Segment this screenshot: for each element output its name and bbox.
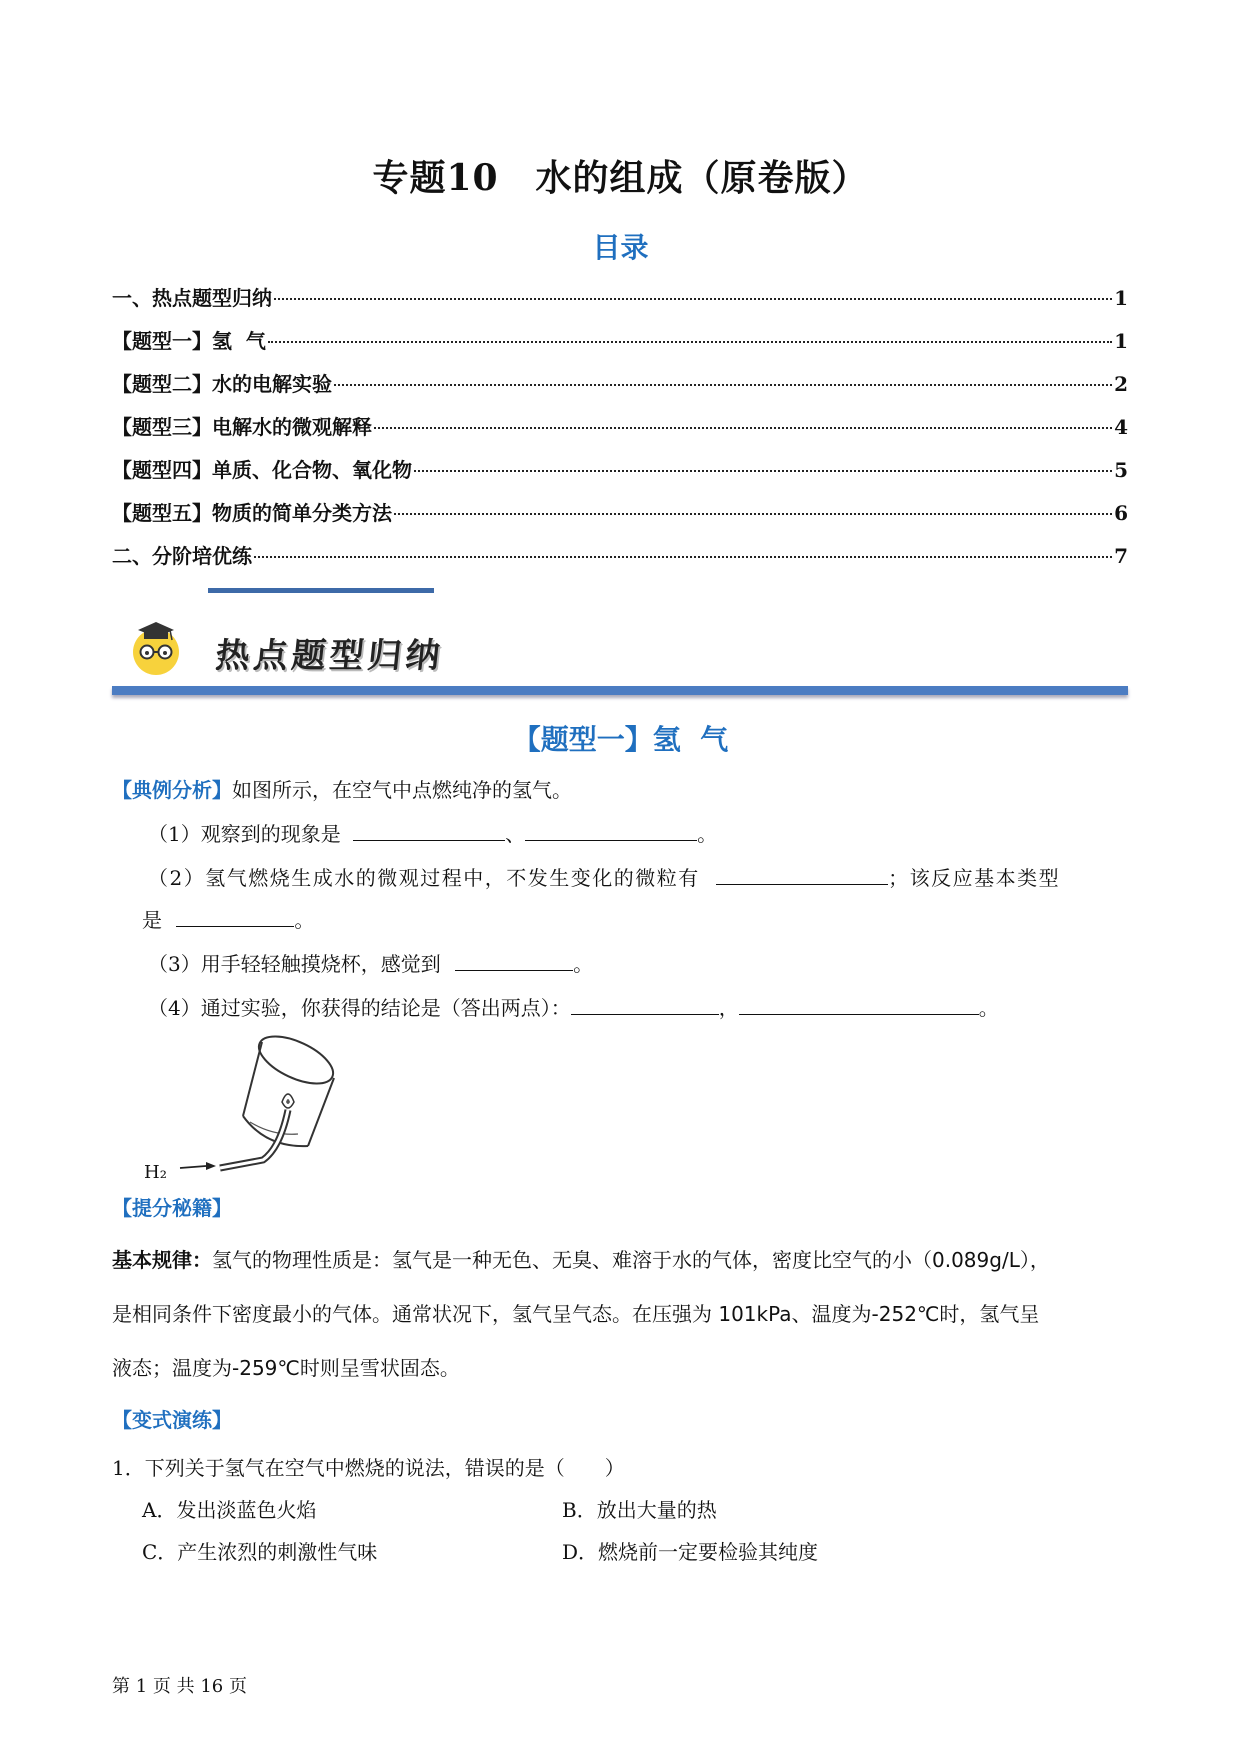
question-3	[148, 948, 593, 977]
tips-line-2: 是相同条件下密度最小的气体。通常状况下，氢气呈气态。在压强为 101kPa、温度为-252℃时，氢气呈	[112, 1302, 1040, 1326]
toc-item-page: 7	[1114, 544, 1128, 568]
q1-sep: 、	[505, 822, 526, 846]
answer-blank[interactable]	[571, 994, 719, 1015]
h2-label: H₂	[144, 1162, 167, 1183]
section-heading: 【题型一】氢 气	[512, 723, 729, 756]
tips-text: 氢气的物理性质是：氢气是一种无色、无臭、难溶于水的气体，密度比空气的小（0.089g/L），	[212, 1248, 1050, 1272]
page-footer: 第 1 页 共 16 页	[112, 1676, 247, 1697]
banner-title: 热点题型归纳	[213, 636, 446, 676]
q3-text: （3）用手轻轻触摸烧杯，感觉到	[148, 952, 441, 976]
tips-line-1	[112, 1244, 1050, 1273]
toc-item-page: 1	[1114, 286, 1128, 310]
option-a[interactable]: A．发出淡蓝色火焰	[142, 1498, 317, 1522]
toc-item-label: 一、热点题型归纳	[112, 286, 272, 310]
toc-item[interactable]	[112, 411, 1128, 454]
example-label: 【典例分析】	[112, 778, 232, 802]
hydrogen-combustion-figure	[138, 1018, 358, 1183]
question-2	[148, 862, 1128, 891]
q2-text: （2）氢气燃烧生成水的微观过程中，不发生变化的微粒有	[148, 866, 700, 890]
toc-item-page: 6	[1114, 501, 1128, 525]
q1-end: 。	[697, 822, 718, 846]
toc-item-page: 1	[1114, 329, 1128, 353]
toc-leader-dots	[334, 384, 1112, 386]
toc-item[interactable]	[112, 497, 1128, 540]
practice-question-1: 1．下列关于氢气在空气中燃烧的说法，错误的是（ ）	[112, 1456, 625, 1480]
q4-end: 。	[978, 996, 999, 1020]
answer-blank[interactable]	[176, 906, 294, 927]
tips-label: 【提分秘籍】	[112, 1196, 232, 1220]
tips-bold-prefix: 基本规律：	[112, 1248, 212, 1272]
answer-blank[interactable]	[739, 994, 979, 1015]
q2-line2-text: 是	[142, 908, 162, 932]
answer-blank[interactable]	[716, 864, 888, 885]
q2-mid: ；该反应基本类型	[888, 866, 1061, 890]
toc-item-label: 【题型一】氢 气	[112, 329, 266, 353]
toc-item-label: 【题型五】物质的简单分类方法	[112, 501, 392, 525]
section-banner	[112, 588, 1128, 706]
option-b[interactable]: B．放出大量的热	[562, 1498, 717, 1522]
banner-bottom-bar	[112, 686, 1128, 695]
toc-leader-dots	[254, 556, 1112, 558]
toc-item[interactable]	[112, 325, 1128, 368]
question-1	[148, 818, 717, 847]
question-2-line2	[142, 904, 314, 933]
toc-item-page: 2	[1114, 372, 1128, 396]
beaker-flame-illustration	[138, 1018, 358, 1180]
toc-item-page: 5	[1114, 458, 1128, 482]
toc-item-label: 【题型四】单质、化合物、氧化物	[112, 458, 412, 482]
toc-item[interactable]	[112, 282, 1128, 325]
toc-leader-dots	[414, 470, 1112, 472]
answer-blank[interactable]	[525, 820, 697, 841]
banner-top-bar	[208, 588, 434, 593]
tips-line-3: 液态；温度为-259℃时则呈雪状固态。	[112, 1356, 460, 1380]
toc-item-label: 【题型二】水的电解实验	[112, 372, 332, 396]
answer-blank[interactable]	[353, 820, 505, 841]
q4-sep: ，	[718, 996, 739, 1020]
practice-label: 【变式演练】	[112, 1408, 232, 1432]
toc-item[interactable]	[112, 540, 1128, 583]
toc-heading: 目录	[592, 231, 649, 264]
toc-item[interactable]	[112, 454, 1128, 497]
q1-text: （1）观察到的现象是	[148, 822, 341, 846]
toc-item-label: 二、分阶培优练	[112, 544, 252, 568]
q3-end: 。	[573, 952, 594, 976]
toc-item-page: 4	[1114, 415, 1128, 439]
table-of-contents	[112, 282, 1128, 583]
option-c[interactable]: C．产生浓烈的刺激性气味	[142, 1540, 378, 1564]
example-intro: 如图所示，在空气中点燃纯净的氢气。	[232, 778, 572, 802]
example-intro-line	[112, 774, 572, 803]
question-4	[148, 992, 999, 1021]
toc-item-label: 【题型三】电解水的微观解释	[112, 415, 372, 439]
toc-item[interactable]	[112, 368, 1128, 411]
q2-end: 。	[294, 908, 315, 932]
toc-leader-dots	[274, 298, 1112, 300]
toc-leader-dots	[268, 341, 1112, 343]
document-title: 专题10 水的组成（原卷版）	[372, 157, 869, 199]
student-face-icon	[124, 616, 188, 676]
toc-leader-dots	[394, 513, 1112, 515]
answer-blank[interactable]	[455, 950, 573, 971]
q4-text: （4）通过实验，你获得的结论是（答出两点）：	[148, 996, 571, 1020]
toc-leader-dots	[374, 427, 1112, 429]
option-d[interactable]: D．燃烧前一定要检验其纯度	[562, 1540, 819, 1564]
